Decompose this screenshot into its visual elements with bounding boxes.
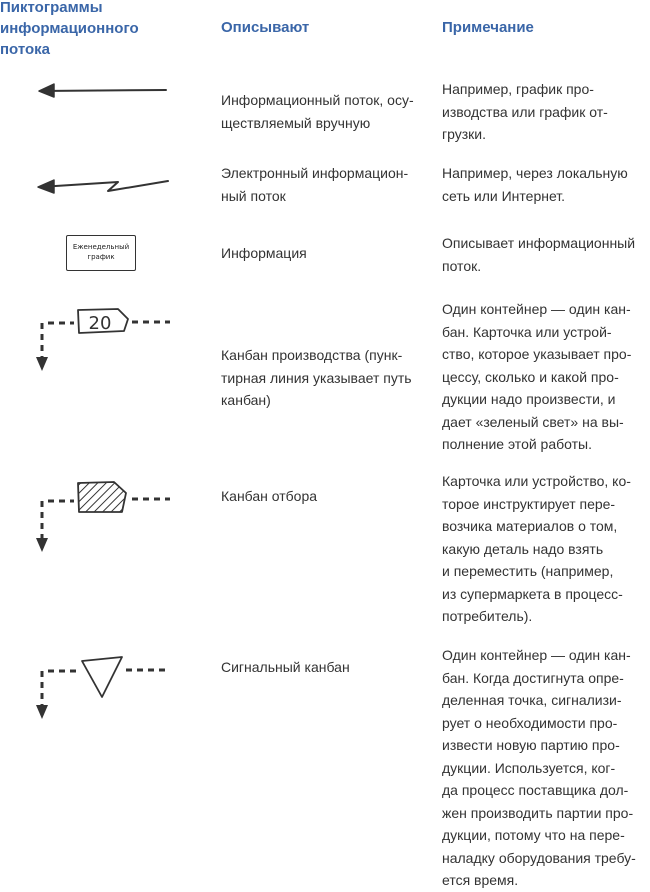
- row-3-note: Описывает информационный поток.: [442, 235, 636, 274]
- row-5-description: Канбан отбора: [221, 488, 318, 504]
- row-4-description: Канбан производства (пунк- тирная линия указывает путь канбан): [221, 347, 412, 408]
- row-1-description: Информационный поток, осу- ществляемый вручную: [221, 92, 414, 131]
- row-2-note: Например, через локальную сеть или Интернет.: [442, 165, 628, 204]
- row-1-note: Например, график про- изводства или график от- грузки.: [442, 81, 608, 142]
- row-2-description: Электронный информацион- ный поток: [221, 165, 409, 204]
- production-kanban-icon: [34, 305, 174, 375]
- header-pictograms: Пиктограммы информационного потока: [0, 0, 139, 58]
- header-describes: Описывают: [221, 19, 310, 36]
- header-note: Примечание: [442, 19, 534, 36]
- row-4-note: Один контейнер — один кан- бан. Карточка или устрой- ство, которое указывает про- цессу, сколько и какой про- дукции надо произвести, и дает «зеленый свет» на вы- полнение этой работы.: [442, 301, 632, 452]
- production-kanban-quantity: 20: [88, 313, 112, 334]
- row-6-description: Сигнальный канбан: [221, 659, 350, 675]
- manual-info-arrow-icon: [36, 80, 171, 104]
- row-6-note: Один контейнер — один кан- бан. Когда достигнута опре- деленная точка, сигнализи- рует о необходимости про- извести новую партию про- дукции. Используется, ког- да процесс поставщика дол- жен производить партии про- дукции, потому что на пере- наладку оборудования требу- ется время.: [442, 647, 636, 888]
- row-3-description: Информация: [221, 245, 307, 261]
- information-box-icon: Еженедельный график: [66, 235, 136, 271]
- signal-kanban-icon: [34, 655, 174, 725]
- electronic-info-arrow-icon: [34, 172, 174, 198]
- row-5-note: Карточка или устройство, ко- торое инструктирует пере- возчика материалов о том, какую деталь надо взять и переместить (например, из супермаркета в процесс- потребитель).: [442, 473, 631, 624]
- withdrawal-kanban-icon: [34, 478, 174, 554]
